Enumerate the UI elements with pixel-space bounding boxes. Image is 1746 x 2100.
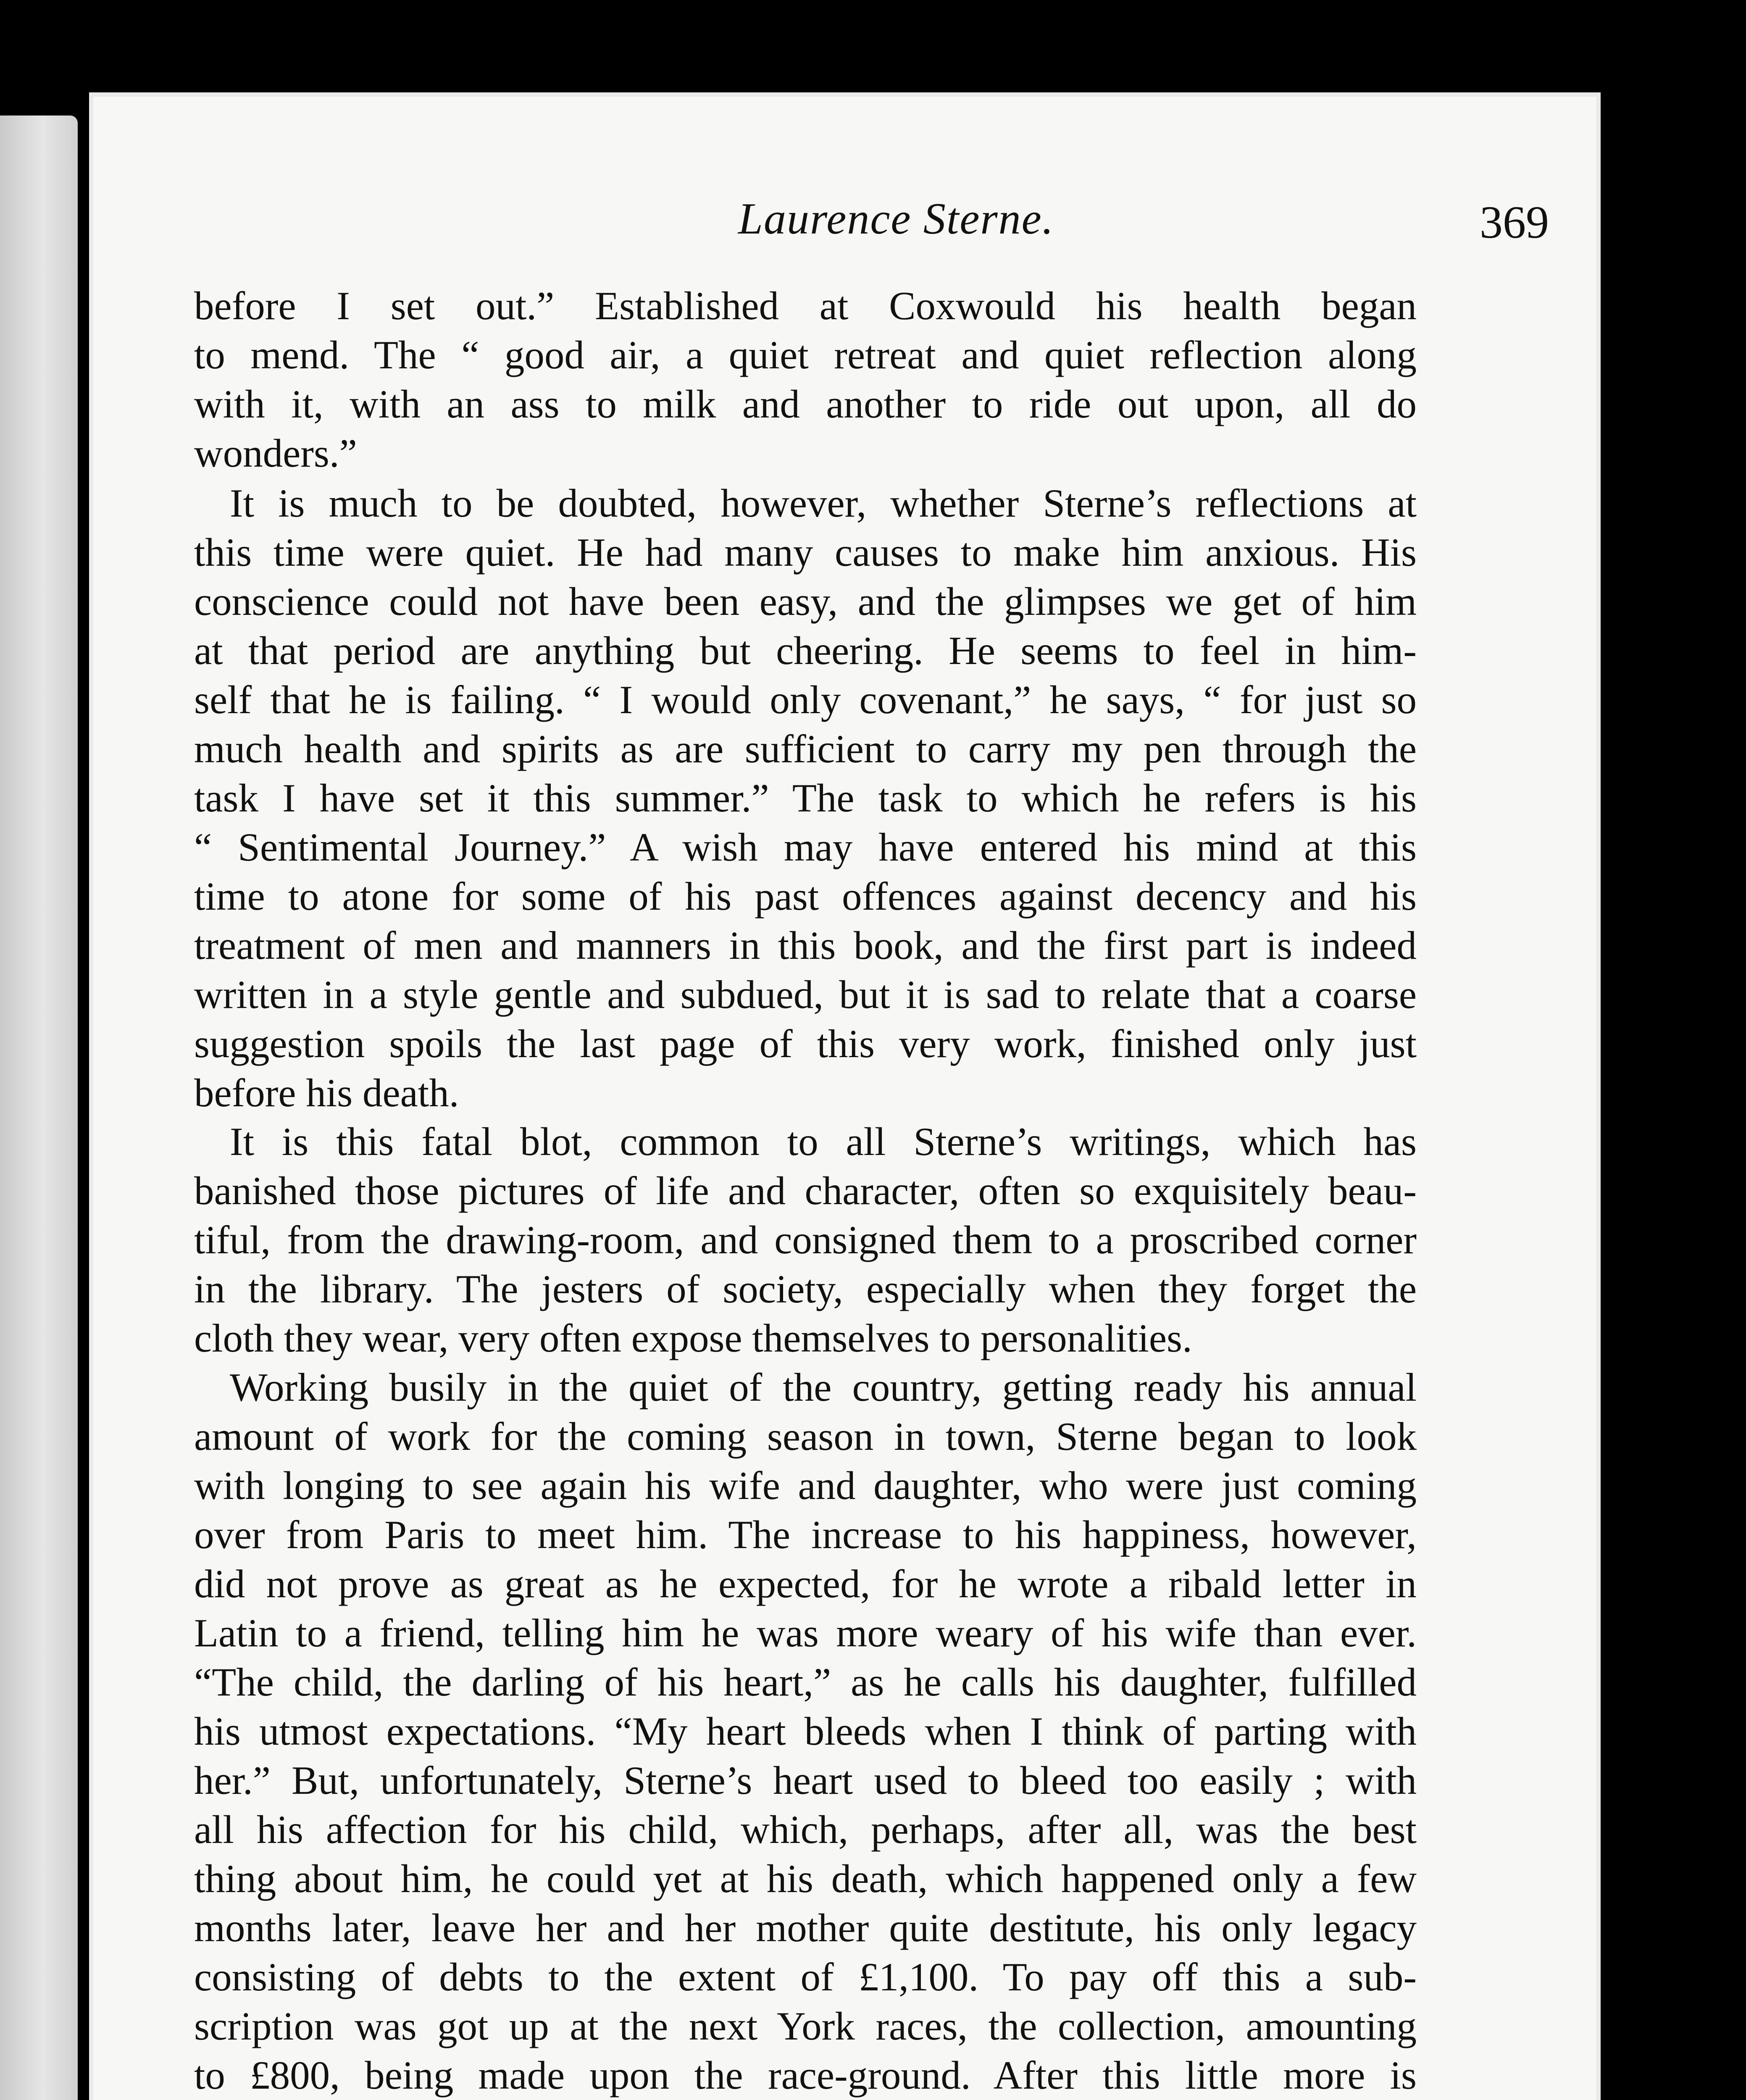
book-page bbox=[89, 92, 1601, 2100]
facing-page-edge bbox=[0, 116, 78, 2100]
text-line: scription was got up at the next York races, the collection, amounting bbox=[194, 2004, 1417, 2048]
text-line: in the library. The jesters of society, especially when they forget the bbox=[194, 1267, 1417, 1311]
text-line: amount of work for the coming season in town, Sterne began to look bbox=[194, 1414, 1417, 1459]
text-line: wonders.” bbox=[194, 431, 357, 475]
text-line: suggestion spoils the last page of this very work, finished only just bbox=[194, 1021, 1417, 1066]
text-line: banished those pictures of life and character, often so exquisitely beau- bbox=[194, 1168, 1417, 1213]
text-line: did not prove as great as he expected, for he wrote a ribald letter in bbox=[194, 1562, 1417, 1606]
text-line: this time were quiet. He had many causes to make him anxious. His bbox=[194, 530, 1417, 575]
text-line: Latin to a friend, telling him he was more weary of his wife than ever. bbox=[194, 1611, 1417, 1655]
text-line: to £800, being made upon the race-ground. After this little more is bbox=[194, 2053, 1417, 2097]
text-line: treatment of men and manners in this book, and the first part is indeed bbox=[194, 923, 1417, 968]
text-line: It is this fatal blot, common to all Sterne’s writings, which has bbox=[230, 1119, 1417, 1164]
running-title: Laurence Sterne. bbox=[738, 194, 1054, 243]
text-line: self that he is failing. “ I would only covenant,” he says, “ for just so bbox=[194, 677, 1417, 722]
text-line: before his death. bbox=[194, 1071, 459, 1115]
text-line: “The child, the darling of his heart,” as he calls his daughter, fulfilled bbox=[194, 1660, 1417, 1704]
page-number: 369 bbox=[1480, 197, 1549, 248]
text-line: before I set out.” Established at Coxwould his health began bbox=[194, 284, 1417, 328]
text-line: months later, leave her and her mother quite destitute, his only legacy bbox=[194, 1906, 1417, 1950]
text-line: cloth they wear, very often expose themselves to personalities. bbox=[194, 1316, 1192, 1360]
text-line: time to atone for some of his past offences against decency and his bbox=[194, 874, 1417, 919]
text-line: her.” But, unfortunately, Sterne’s heart used to bleed too easily ; with bbox=[194, 1758, 1417, 1803]
text-line: tiful, from the drawing-room, and consigned them to a proscribed corner bbox=[194, 1218, 1417, 1262]
text-line: to mend. The “ good air, a quiet retreat and quiet reflection along bbox=[194, 333, 1417, 377]
text-line: all his affection for his child, which, perhaps, after all, was the best bbox=[194, 1807, 1417, 1852]
text-line: thing about him, he could yet at his death, which happened only a few bbox=[194, 1856, 1417, 1901]
text-line: conscience could not have been easy, and the glimpses we get of him bbox=[194, 579, 1417, 624]
text-line: with longing to see again his wife and daughter, who were just coming bbox=[194, 1463, 1417, 1508]
text-line: with it, with an ass to milk and another to ride out upon, all do bbox=[194, 382, 1417, 426]
text-line: written in a style gentle and subdued, but it is sad to relate that a coarse bbox=[194, 972, 1417, 1017]
text-line: consisting of debts to the extent of £1,100. To pay off this a sub- bbox=[194, 1955, 1417, 1999]
text-line: “ Sentimental Journey.” A wish may have entered his mind at this bbox=[194, 825, 1417, 869]
text-line: task I have set it this summer.” The task to which he refers is his bbox=[194, 776, 1417, 820]
running-head bbox=[738, 193, 1578, 248]
text-line: over from Paris to meet him. The increase to his happiness, however, bbox=[194, 1512, 1417, 1557]
text-line: It is much to be doubted, however, whether Sterne’s reflections at bbox=[230, 481, 1417, 525]
text-line: much health and spirits as are sufficient to carry my pen through the bbox=[194, 727, 1417, 771]
text-line: Working busily in the quiet of the country, getting ready his annual bbox=[230, 1365, 1417, 1410]
text-line: his utmost expectations. “My heart bleeds when I think of parting with bbox=[194, 1709, 1417, 1754]
text-line: at that period are anything but cheering. He seems to feel in him- bbox=[194, 628, 1417, 673]
